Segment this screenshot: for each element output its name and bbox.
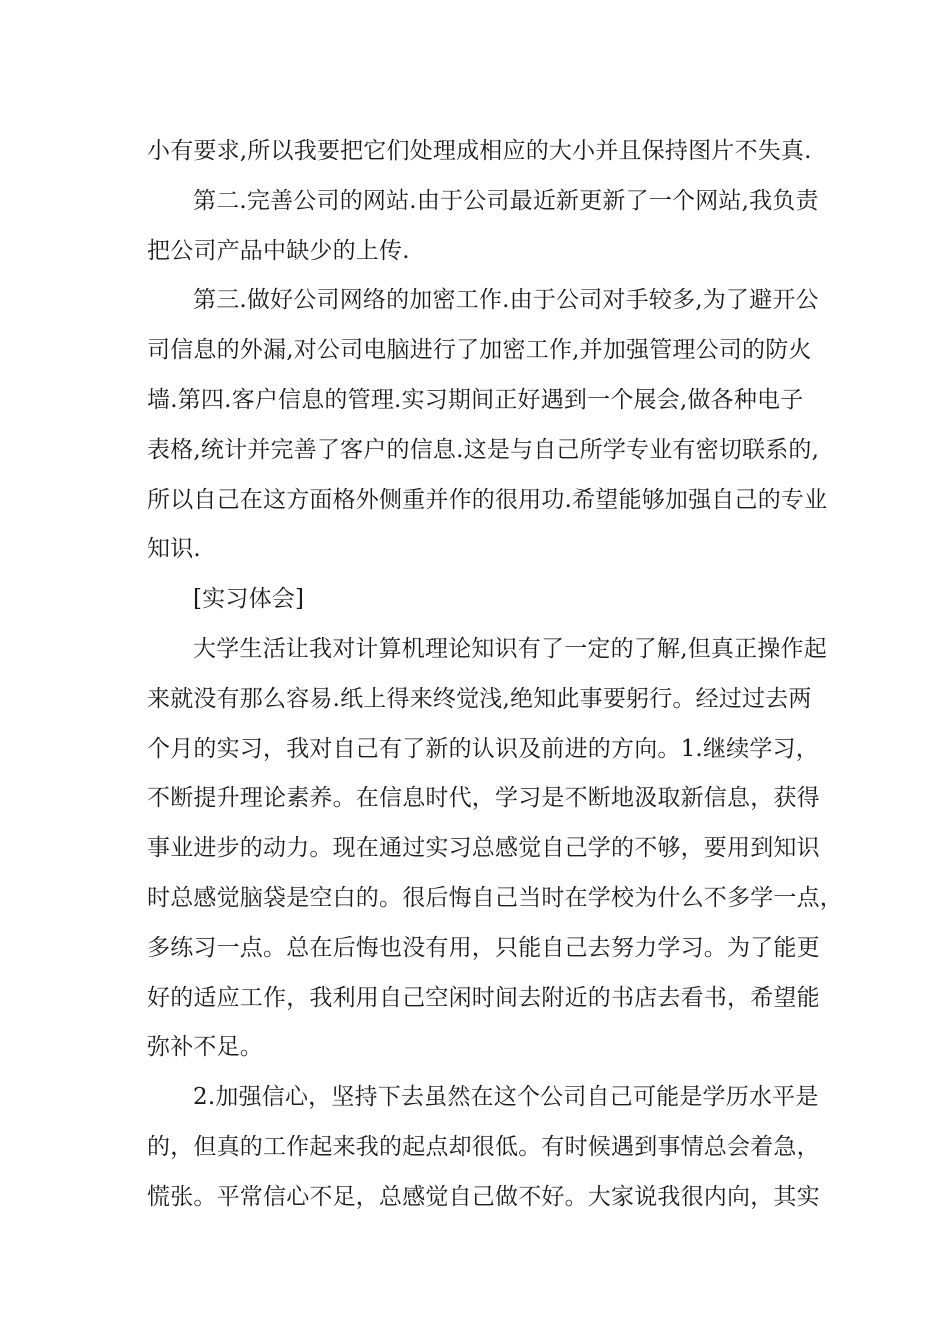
text-line: 第二.完善公司的网站.由于公司最近新更新了一个网站,我负责: [193, 187, 819, 214]
text-line: 表格,统计并完善了客户的信息.这是与自己所学专业有密切联系的,: [147, 436, 820, 463]
text-line: 司信息的外漏,对公司电脑进行了加密工作,并加强管理公司的防火: [147, 337, 812, 364]
text-line: 好的适应工作，我利用自己空闲时间去附近的书店去看书，希望能: [147, 984, 820, 1011]
text-line: 时总感觉脑袋是空白的。很后悔自己当时在学校为什么不多学一点，: [147, 884, 843, 911]
text-line: 小有要求,所以我要把它们处理成相应的大小并且保持图片不失真.: [147, 138, 812, 164]
heading-text: [实习体会]: [193, 586, 305, 613]
paragraph-3: [147, 276, 828, 575]
text-line: 来就没有那么容易.纸上得来终觉浅,绝知此事要躬行。经过过去两: [147, 685, 812, 712]
text-line: 墙.第四.客户信息的管理.实习期间正好遇到一个展会,做各种电子: [147, 386, 804, 413]
text-line: 知识.: [147, 536, 201, 563]
text-line: 把公司产品中缺少的上传.: [147, 237, 410, 264]
text-line: 个月的实习，我对自己有了新的认识及前进的方向。1.继续学习，: [147, 735, 819, 762]
text-line: 弥补不足。: [147, 1034, 263, 1061]
text-line: 不断提升理论素养。在信息时代，学习是不断地汲取新信息，获得: [147, 785, 820, 812]
text-line: 大学生活让我对计算机理论知识有了一定的了解,但真正操作起: [193, 635, 827, 662]
text-line: 多练习一点。总在后悔也没有用，只能自己去努力学习。为了能更: [147, 934, 820, 961]
text-line: 所以自己在这方面格外侧重并作的很用功.希望能够加强自己的专业: [147, 486, 828, 513]
paragraph-1: [147, 127, 812, 177]
text-line: 事业进步的动力。现在通过实习总感觉自己学的不够，要用到知识: [147, 835, 820, 862]
text-line: 慌张。平常信心不足，总感觉自己做不好。大家说我很内向，其实: [147, 1183, 820, 1210]
text-line: 的，但真的工作起来我的起点却很低。有时候遇到事情总会着急，: [147, 1133, 820, 1160]
text-line: 第三.做好公司网络的加密工作.由于公司对手较多,为了避开公: [193, 287, 819, 314]
paragraph-5: [147, 1073, 820, 1222]
paragraph-4: [147, 625, 843, 1073]
text-line: 2.加强信心，坚持下去虽然在这个公司自己可能是学历水平是: [193, 1084, 819, 1111]
paragraph-2: [147, 177, 819, 277]
section-heading: [147, 575, 807, 625]
document-body: [147, 127, 843, 1223]
